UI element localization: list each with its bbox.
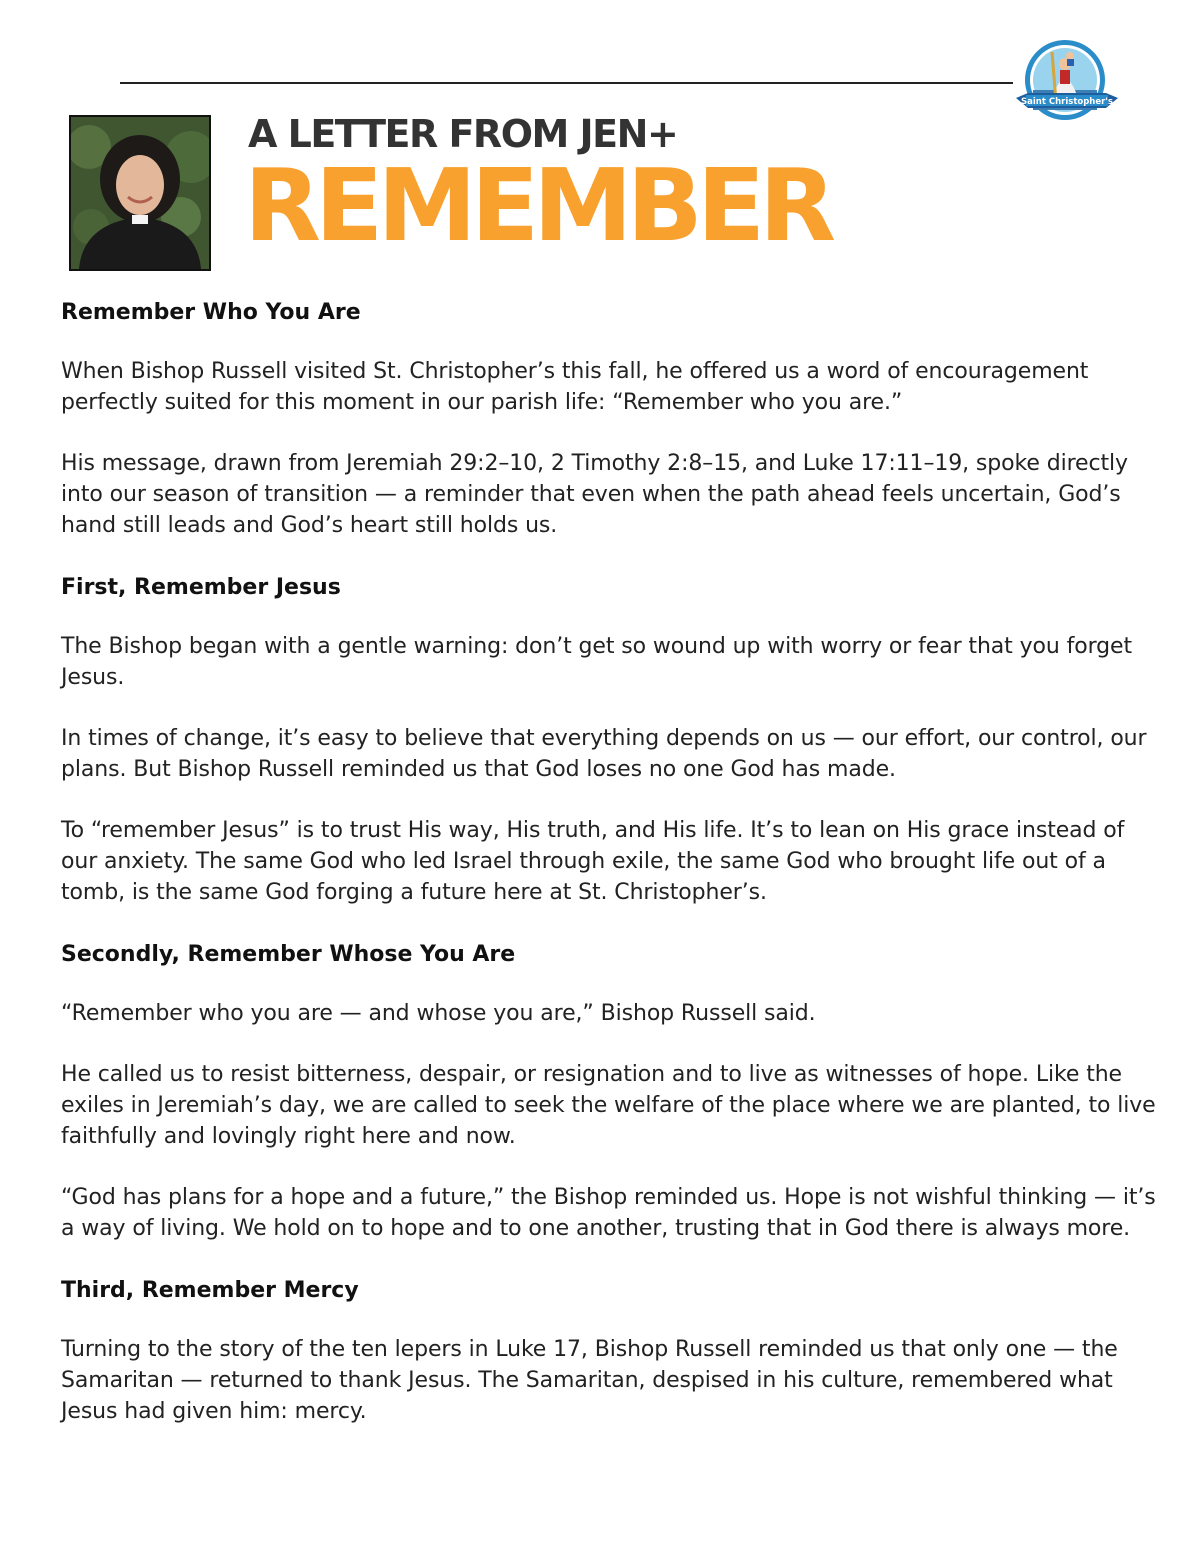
author-photo — [69, 115, 211, 271]
section-title: Secondly, Remember Whose You Are — [61, 942, 516, 967]
letter-eyebrow: A LETTER FROM JEN+ — [248, 112, 678, 156]
paragraph: To “remember Jesus” is to trust His way, His truth, and His life. It’s to lean on His grace instead of our anxiety. The same God who led Israel through exile, the same God who brought life out of a tomb, is the same God forging a future here at St. Christopher’s. — [61, 818, 1125, 905]
section-remember-whose-you-are — [61, 938, 1161, 1244]
paragraph: The Bishop began with a gentle warning: don’t get so wound up with worry or fear that you forget Jesus. — [61, 634, 1133, 690]
paragraph: He called us to resist bitterness, despair, or resignation and to live as witnesses of hope. Like the exiles in Jeremiah’s day, we are called to seek the welfare of the place where we are planted, to live faithfully and lovingly right here and now. — [61, 1062, 1156, 1149]
church-logo — [1012, 38, 1122, 126]
paragraph: When Bishop Russell visited St. Christopher’s this fall, he offered us a word of encouragement perfectly suited for this moment in our parish life: “Remember who you are.” — [61, 359, 1089, 415]
section-remember-who-you-are — [61, 296, 1161, 541]
page-headline: REMEMBER — [244, 147, 831, 264]
paragraph: His message, drawn from Jeremiah 29:2–10, 2 Timothy 2:8–15, and Luke 17:11–19, spoke directly into our season of transition — a reminder that even when the path ahead feels uncertain, God’s hand still leads and God’s heart still holds us. — [61, 451, 1128, 538]
section-title: Third, Remember Mercy — [61, 1278, 359, 1303]
paragraph: In times of change, it’s easy to believe that everything depends on us — our effort, our control, our plans. But Bishop Russell reminded us that God loses no one God has made. — [61, 726, 1147, 782]
section-remember-mercy — [61, 1274, 1161, 1427]
svg-text:Saint Christopher's: Saint Christopher's — [1021, 97, 1113, 107]
section-title: First, Remember Jesus — [61, 575, 341, 600]
section-title: Remember Who You Are — [61, 300, 361, 325]
letter-body — [61, 296, 1161, 1457]
paragraph: Turning to the story of the ten lepers in Luke 17, Bishop Russell reminded us that only one — the Samaritan — returned to thank Jesus. The Samaritan, despised in his culture, remembered what Jesus had given him: mercy. — [61, 1337, 1118, 1424]
paragraph: “Remember who you are — and whose you are,” Bishop Russell said. — [61, 1001, 816, 1026]
paragraph: “God has plans for a hope and a future,” the Bishop reminded us. Hope is not wishful thinking — it’s a way of living. We hold on to hope and to one another, trusting that in God there is always more. — [61, 1185, 1156, 1241]
header-rule — [120, 82, 1013, 84]
section-first-remember-jesus — [61, 571, 1161, 908]
